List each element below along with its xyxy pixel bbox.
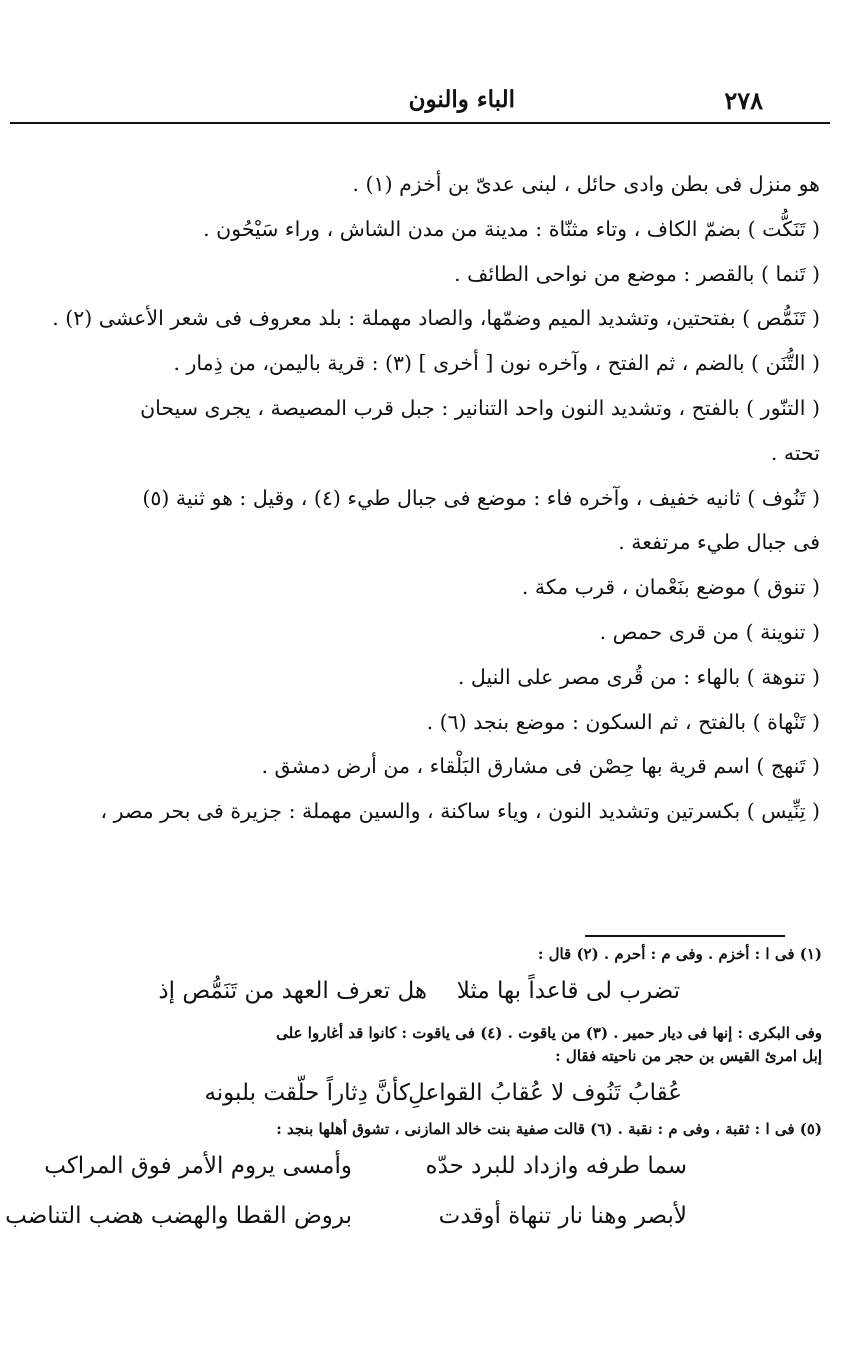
verse-hemistich: تضرب لى قاعداً بها مثلا: [456, 978, 680, 1004]
header-rule: [10, 122, 830, 124]
text-line: ( تنوق ) موضع بنَعْمان ، قرب مكة .: [521, 575, 820, 600]
footnote-line: إبل امرئ القيس بن حجر من ناحيته فقال :: [555, 1047, 822, 1065]
text-line: ( تَنما ) بالقصر : موضع من نواحى الطائف .: [454, 261, 820, 286]
footnote-rule: [585, 935, 785, 937]
verse-hemistich: وأمسى يروم الأمر فوق المراكب: [44, 1153, 352, 1179]
page-header: [10, 86, 833, 120]
text-line: ( التُّنَن ) بالضم ، ثم الفتح ، وآخره نون [ أخرى ] (٣) : قرية باليمن، من ذِمار .: [173, 351, 820, 376]
text-line: ( تِنِّيس ) بكسرتين وتشديد النون ، وياء ساكنة ، والسين مهملة : جزيرة فى بحر مصر ،: [100, 799, 820, 824]
footnote-line: (١) فى ا : أخزم . وفى م : أحرم . (٢) قال :: [537, 945, 822, 963]
verse-hemistich: سما طرفه وازداد للبرد حدّه: [425, 1153, 687, 1179]
text-line: تحته .: [770, 440, 820, 465]
text-line: ( تَنَمُّص ) بفتحتين، وتشديد الميم وضمّها، والصاد مهملة : بلد معروف فى شعر الأعشى (٢) .: [52, 306, 820, 331]
verse-hemistich: هل تعرف العهد من تَنَمُّص إذ: [158, 978, 427, 1004]
running-title: الباء والنون: [408, 86, 515, 113]
text-line: ( تنوهة ) بالهاء : من قُرى مصر على النيل .: [457, 664, 820, 689]
text-line: ( تَنهج ) اسم قرية بها حِصْن فى مشارق البَلْقاء ، من أرض دمشق .: [261, 754, 820, 779]
main-text: [12, 162, 820, 834]
footnote-line: وفى البكرى : إنها فى ديار حمير . (٣) من ياقوت . (٤) فى ياقوت : كانوا قد أغاروا على: [276, 1024, 822, 1042]
verse-hemistich: بروض القطا والهضب هضب التناضب: [5, 1203, 352, 1229]
poetry-verse: [14, 966, 822, 1016]
verse-hemistich: كأنَّ دِثاراً حلّقت بلبونه: [204, 1080, 410, 1106]
poetry-verse: [14, 1141, 822, 1191]
footnote-line: (٥) فى ا : ثقبة ، وفى م : نقبة . (٦) قالت صفية بنت خالد المازنى ، تشوق أهلها بنجد :: [276, 1120, 822, 1138]
verse-hemistich: لأبصر وهنا نار تنهاة أوقدت: [438, 1203, 687, 1229]
text-line: ( تَنْهاة ) بالفتح ، ثم السكون : موضع بنجد (٦) .: [426, 709, 820, 734]
text-line: هو منزل فى بطن وادى حائل ، لبنى عدىّ بن أخزم (١) .: [352, 172, 820, 196]
text-line: ( تَنَكُّت ) بضمّ الكاف ، وتاء مثنّاة : مدينة من مدن الشاش ، وراء سَيْحُون .: [203, 216, 820, 241]
page-number: ٢٧٨: [724, 86, 763, 115]
text-line: فى جبال طيء مرتفعة .: [618, 530, 820, 555]
verse-hemistich: عُقابُ تَنُوف لا عُقابُ القواعلِ: [408, 1080, 682, 1106]
text-line: ( التنّور ) بالفتح ، وتشديد النون واحد التنانير : جبل قرب المصيصة ، يجرى سيحان: [140, 395, 820, 420]
poetry-verse: [14, 1068, 822, 1118]
footnotes: [5, 943, 822, 1241]
text-line: ( تنوينة ) من قرى حمص .: [599, 619, 820, 644]
text-line: ( تَنُوف ) ثانيه خفيف ، وآخره فاء : موضع فى جبال طيء (٤) ، وقيل : هو ثنية (٥): [142, 485, 820, 510]
poetry-verse: [5, 1191, 822, 1241]
